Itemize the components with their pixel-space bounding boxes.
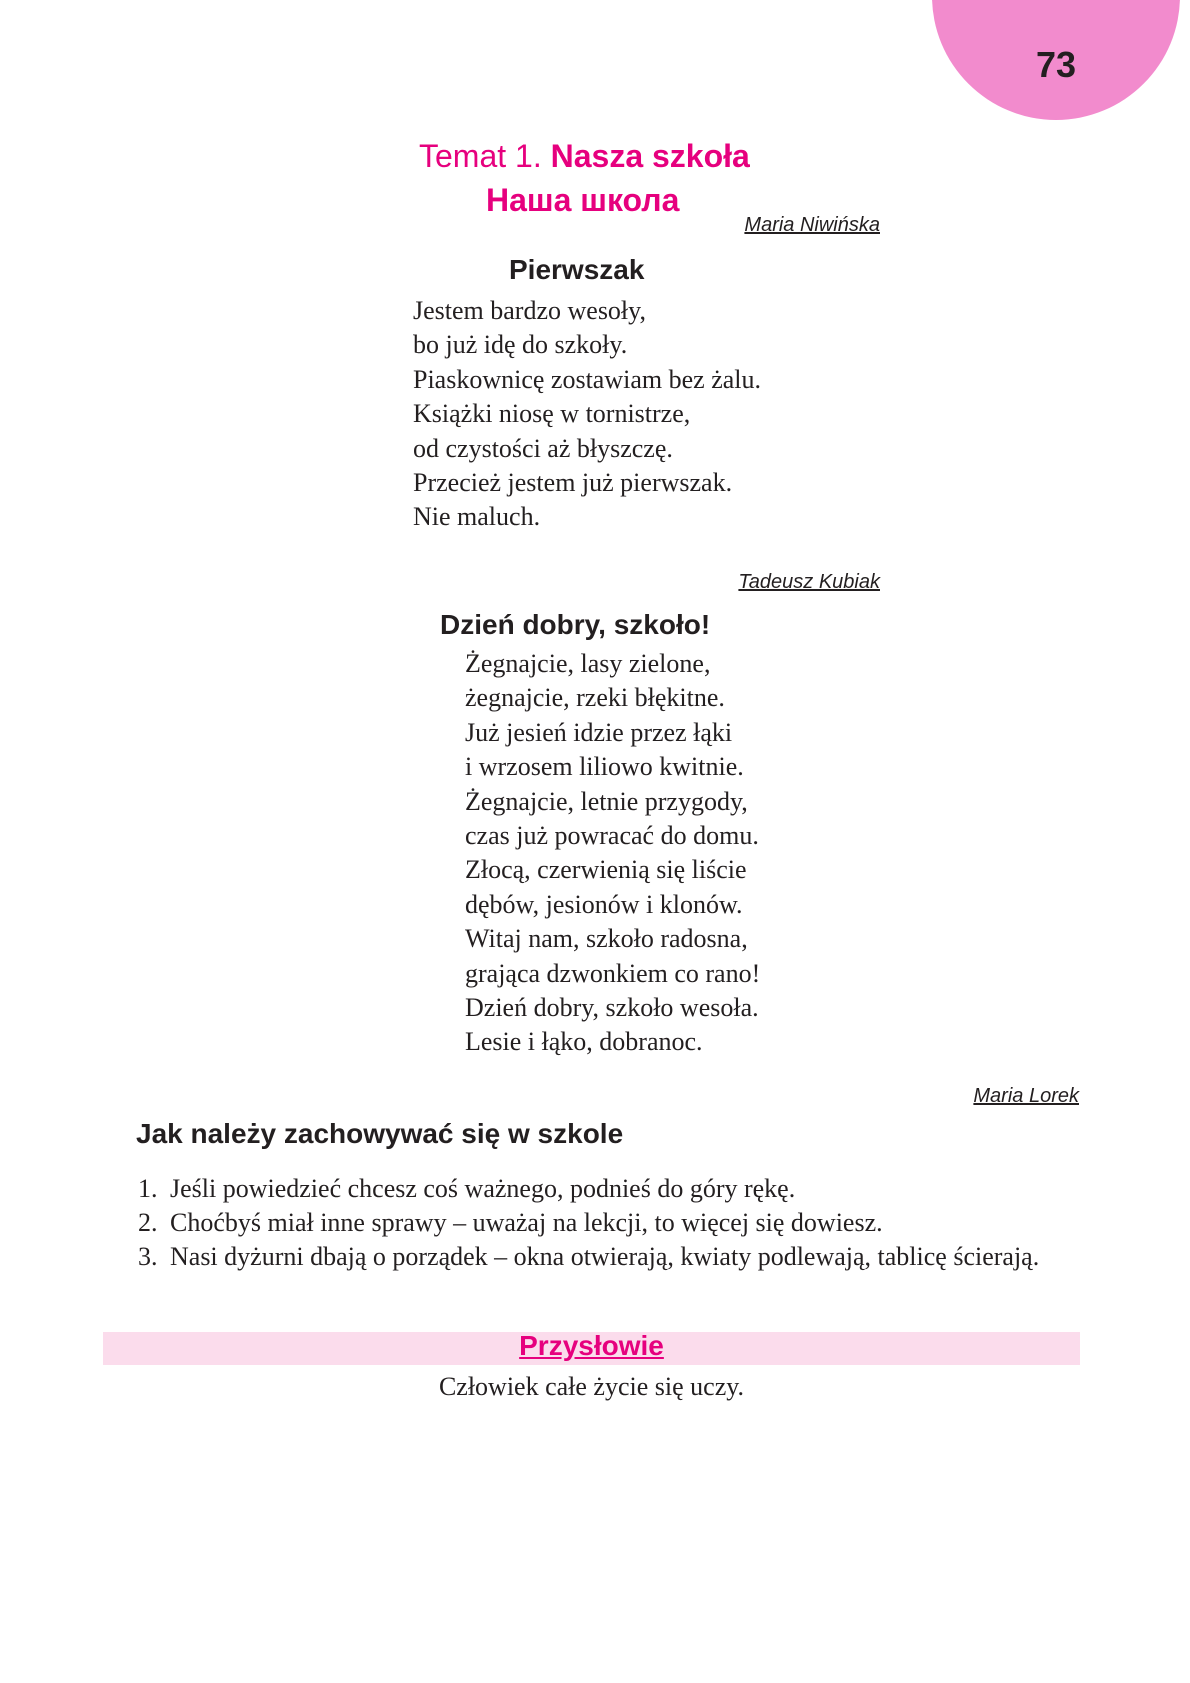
verse-line: Złocą, czerwienią się liście (465, 855, 747, 885)
list-item-text: Choćbyś miał inne sprawy – uważaj na lekcji, to więcej się dowiesz. (170, 1208, 883, 1237)
verse-line: Jestem bardzo wesoły, (413, 296, 646, 325)
verse-line: Książki niosę w tornistrze, (413, 399, 691, 429)
topic-name: Nasza szkoła (550, 138, 750, 174)
verse-line: dębów, jesionów i klonów. (465, 889, 743, 919)
verse-line: i wrzosem liliowo kwitnie. (465, 752, 744, 782)
verse-line: Nie maluch. (413, 502, 541, 532)
rules-list (138, 1172, 1079, 1274)
poem1-author: Maria Niwińska (744, 214, 880, 236)
verse-line: Żegnajcie, lasy zielone, (465, 649, 711, 678)
list-item (138, 1206, 1079, 1240)
verse-line: Lesie i łąko, dobranoc. (465, 1027, 703, 1057)
poem2-title: Dzień dobry, szkoło! (440, 609, 711, 640)
proverb-text: Człowiek całe życie się uczy. (438, 1372, 745, 1401)
verse-line: Dzień dobry, szkoło wesoła. (465, 992, 759, 1022)
verse-line: Przecież jestem już pierwszak. (413, 467, 733, 497)
poem2-author: Tadeusz Kubiak (738, 571, 880, 593)
list-item-number: 1. (138, 1174, 158, 1203)
verse-line: czas już powracać do domu. (465, 820, 759, 850)
list-item (138, 1240, 1079, 1274)
verse-line: Już jesień idzie przez łąki (465, 717, 733, 747)
verse-line: Witaj nam, szkoło radosna, (465, 924, 748, 954)
verse-line: bo już idę do szkoły. (413, 330, 628, 360)
verse-line: od czystości aż błyszczę. (413, 433, 673, 463)
topic-prefix: Temat 1. (419, 138, 542, 174)
list-item-number: 2. (138, 1208, 158, 1237)
page-number: 73 (1035, 44, 1077, 85)
poem1-title: Pierwszak (509, 254, 645, 285)
proverb-heading: Przysłowie (519, 1330, 664, 1361)
verse-line: Piaskownicę zostawiam bez żalu. (413, 364, 761, 394)
list-item-number: 3. (138, 1242, 158, 1271)
list-item-text: Jeśli powiedzieć chcesz coś ważnego, podnieś do góry rękę. (170, 1174, 796, 1203)
rules-title: Jak należy zachowywać się w szkole (136, 1118, 624, 1149)
verse-line: grająca dzwonkiem co rano! (465, 958, 761, 988)
topic-title (419, 138, 750, 175)
verse-line: Żegnajcie, letnie przygody, (465, 786, 748, 816)
rules-author: Maria Lorek (973, 1085, 1079, 1107)
poem2-verse (465, 647, 760, 1060)
list-item-text: Nasi dyżurni dbają o porządek – okna otwierają, kwiaty podlewają, tablicę ścierają. (170, 1242, 1040, 1271)
poem1-verse (413, 294, 761, 535)
list-item (138, 1172, 1079, 1206)
topic-subtitle: Наша школа (486, 182, 680, 218)
verse-line: żegnajcie, rzeki błękitne. (465, 683, 725, 713)
